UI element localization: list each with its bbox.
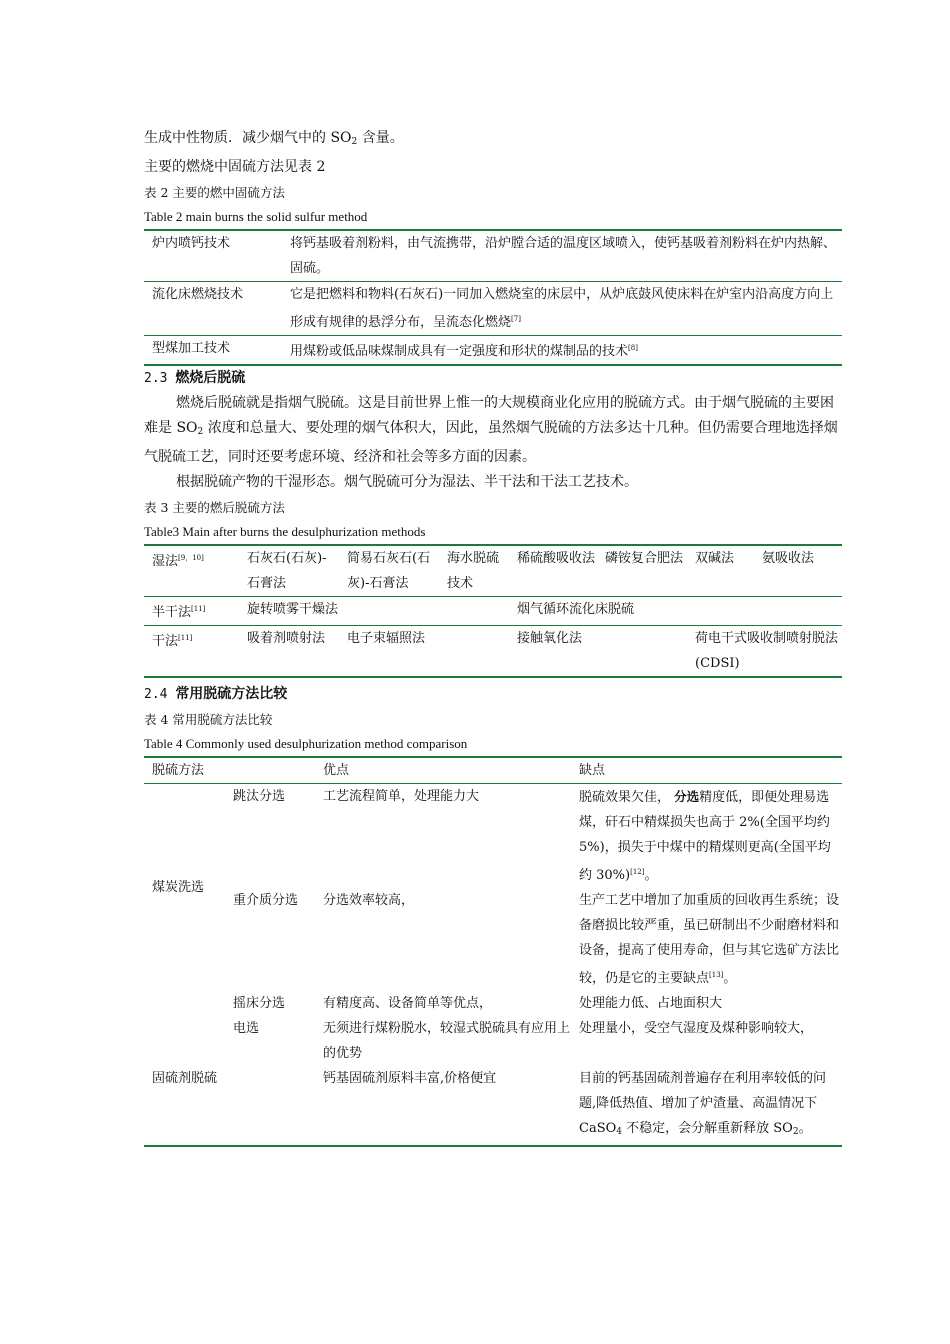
method-con: 生产工艺中增加了加重质的回收再生系统；设备磨损比较严重，虽已研制出不少耐磨材料和设备，提高了使用寿命，但与其它选矿方法比较，仍是它的主要缺点[13]。 [579,893,840,986]
method-pro: 有精度高、设备简单等优点， [323,996,493,1011]
table3-cell: 荷电干式吸收制喷射脱法(CDSI) [687,626,842,678]
table3-cell: 吸着剂喷射法 [239,626,339,678]
method-pro: 钙基固硫剂原料丰富,价格便宜 [323,1071,497,1086]
table-row [144,626,842,678]
intro-line-1: 生成中性物质．减少烟气中的 $SO_2$ 含量。 [144,130,404,147]
table2-desc: 它是把燃料和物料(石灰石)一同加入燃烧室的床层中，从炉底鼓风使床料在炉室内沿高度方向上形成有规律的悬浮分布，呈流态化燃烧[7] [282,282,842,336]
section-2-3-para-2: 根据脱硫产物的干湿形态。烟气脱硫可分为湿法、半干法和干法工艺技术。 [176,474,638,490]
table4 [144,756,842,1147]
method-con: 脱硫效果欠佳， 分选精度低，即便处理易选煤，矸石中精煤损失也高于 2%(全国平均约 5%)，损失于中煤中的精煤则更高(全国平均约 30%)[12]。 [579,789,831,883]
method-name: 摇床分选 [233,996,286,1011]
method-pro: 无须进行煤粉脱水，较湿式脱硫具有应用上的优势 [323,1021,571,1061]
section-2-3-heading: 2.3 燃烧后脱硫 [144,370,246,386]
table-row [144,1066,842,1146]
header-pros: 优点 [323,763,350,778]
table-row [144,282,842,336]
dry-label: 干法[11] [144,626,239,678]
table3 [144,544,842,678]
table2-method: 型煤加工技术 [144,336,282,366]
table2-desc: 用煤粉或低品味煤制成具有一定强度和形状的煤制品的技术[8] [282,336,842,366]
table4-caption-en: Table 4 Commonly used desulphurization method comparison [144,736,468,751]
table3-cell: 接触氧化法 [509,626,687,678]
semi-dry-label: 半干法[11] [144,597,239,626]
header-method: 脱硫方法 [152,763,205,778]
method-name: 跳汰分选 [233,789,286,804]
table-row [144,1016,842,1066]
table-row [144,336,842,366]
table3-caption-cn: 表 3 主要的燃后脱硫方法 [144,500,285,515]
table-row [144,991,842,1016]
group-empty [144,1016,225,1066]
method-con: 处理能力低、占地面积大 [579,996,723,1011]
table-row [144,545,842,597]
table3-cell: 电子束辐照法 [339,626,509,678]
table-header-row [144,757,842,784]
group-solid-sulfur: 固硫剂脱硫 [152,1071,218,1086]
table2-method: 炉内喷钙技术 [152,236,231,251]
method-pro: 工艺流程简单，处理能力大 [323,789,480,804]
table3-cell: 双碱法 [695,551,735,566]
wet-label: 湿法[9，10] [152,554,204,569]
table2-caption-cn: 表 2 主要的燃中固硫方法 [144,185,285,200]
method-con: 目前的钙基固硫剂普遍存在利用率较低的问题,降低热值、增加了炉渣量、高温情况下 CaSO$_4$ 不稳定，会分解重新释放 $SO_2$。 [579,1071,827,1137]
table-row [144,888,842,991]
document-page [144,126,842,1147]
table4-caption-cn: 表 4 常用脱硫方法比较 [144,712,273,727]
table-row [144,597,842,626]
header-cons: 缺点 [579,763,606,778]
group-empty [144,991,225,1016]
table3-cell: 简易石灰石(石灰)-石膏法 [347,551,431,591]
method-con: 处理量小，受空气湿度及煤种影响较大， [579,1021,814,1036]
table3-cell: 稀硫酸吸收法 [517,551,596,566]
section-2-3-para-1: 燃烧后脱硫就是指烟气脱硫。这是目前世界上惟一的大规模商业化应用的脱硫方式。由于烟气脱硫的主要困难是 $SO_2$ 浓度和总量大、要处理的烟气体积大，因此，虽然烟气脱硫的方法多达十几种。但仍需要合理地选择烟气脱硫工艺，同时还要考虑环境、经济和社会等多方面的因素。 [144,395,838,465]
table2-method: 流化床燃烧技术 [144,282,282,336]
table3-cell: 烟气循环流化床脱硫 [509,597,842,626]
table2-caption-en: Table 2 main burns the solid sulfur method [144,209,368,224]
table3-cell: 海水脱硫技术 [447,551,500,591]
method-name: 电选 [233,1021,260,1036]
table2 [144,229,842,366]
table3-caption-en: Table3 Main after burns the desulphurization methods [144,524,426,539]
section-2-4-heading: 2.4 常用脱硫方法比较 [144,686,288,702]
method-name: 重介质分选 [233,893,299,908]
table3-cell: 石灰石(石灰)-石膏法 [247,551,327,591]
table2-desc: 将钙基吸着剂粉料，由气流携带，沿炉膛合适的温度区域喷入，使钙基吸着剂粉料在炉内热解、固硫。 [290,236,837,276]
group-coal-washing: 煤炭洗选 [152,880,205,895]
method-pro: 分选效率较高， [323,893,415,908]
table-row [144,230,842,282]
table3-cell: 氨吸收法 [762,551,815,566]
table3-cell: 旋转喷雾干燥法 [239,597,509,626]
table3-cell: 磷铵复合肥法 [605,551,684,566]
table-row [144,784,842,889]
intro-line-2: 主要的燃烧中固硫方法见表 2 [144,159,326,175]
